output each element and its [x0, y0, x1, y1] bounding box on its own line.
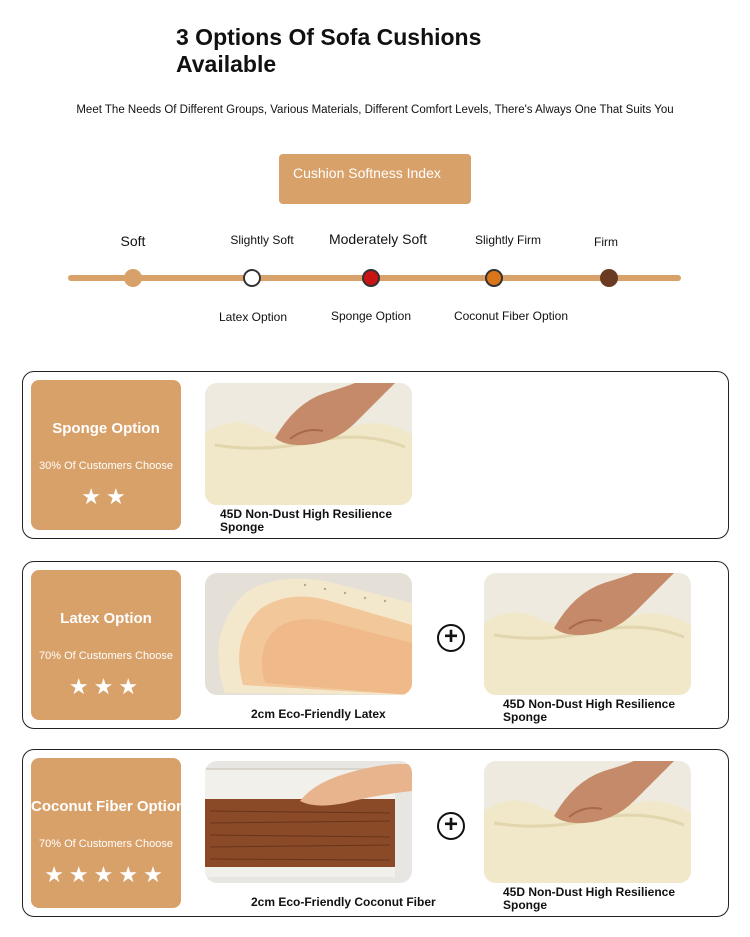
sponge-photo [205, 383, 412, 505]
option-tag-coconut [31, 758, 186, 908]
plus-icon: + [437, 624, 465, 652]
plus-icon: + [437, 812, 465, 840]
star-rating-icon: ★★★ [68, 674, 144, 699]
material-caption: 45D Non-Dust High Resilience Sponge [503, 885, 676, 912]
scale-dot-firm [600, 269, 618, 287]
star-rating-icon: ★★ [81, 484, 131, 509]
scale-option-sponge: Sponge Option [330, 309, 412, 323]
material-caption: 2cm Eco-Friendly Latex [251, 707, 386, 721]
star-rating-icon: ★★★★★ [44, 862, 168, 887]
scale-dot-slightly-soft [243, 269, 261, 287]
option-share: 30% Of Customers Choose [39, 460, 173, 472]
material-caption: 45D Non-Dust High Resilience Sponge [220, 507, 393, 534]
latex-photo [205, 573, 412, 695]
scale-level-soft: Soft [120, 233, 146, 249]
option-name: Sponge Option [52, 420, 160, 437]
option-card-coconut [22, 749, 729, 917]
coconut-fiber-photo [205, 761, 412, 883]
softness-index-badge [279, 154, 471, 204]
scale-dot-moderately-soft [362, 269, 380, 287]
page-title: 3 Options Of Sofa Cushions Available [176, 24, 482, 77]
material-caption: 45D Non-Dust High Resilience Sponge [503, 697, 676, 724]
option-share: 70% Of Customers Choose [39, 650, 173, 662]
option-share: 70% Of Customers Choose [39, 838, 173, 850]
option-card-sponge [22, 371, 729, 539]
page-subtitle: Meet The Needs Of Different Groups, Various Materials, Different Comfort Levels, There's Always One That Suits You [76, 104, 674, 116]
scale-level-slightly-firm: Slightly Firm [474, 233, 542, 247]
material-caption: 2cm Eco-Friendly Coconut Fiber [251, 895, 436, 909]
softness-index-label: Cushion Softness Index [293, 165, 441, 181]
option-tag-sponge [31, 380, 181, 530]
scale-level-firm: Firm [594, 235, 618, 249]
sponge-photo [484, 573, 691, 695]
option-tag-latex [31, 570, 181, 720]
scale-level-moderately-soft: Moderately Soft [328, 231, 428, 247]
sponge-photo [484, 761, 691, 883]
scale-option-coconut: Coconut Fiber Option [453, 309, 569, 323]
scale-dot-slightly-firm [485, 269, 503, 287]
scale-level-slightly-soft: Slightly Soft [230, 233, 294, 247]
option-name: Coconut Fiber Option [31, 798, 186, 815]
option-name: Latex Option [60, 610, 152, 627]
scale-option-latex: Latex Option [218, 310, 288, 324]
option-card-latex [22, 561, 729, 729]
scale-dot-soft [124, 269, 142, 287]
